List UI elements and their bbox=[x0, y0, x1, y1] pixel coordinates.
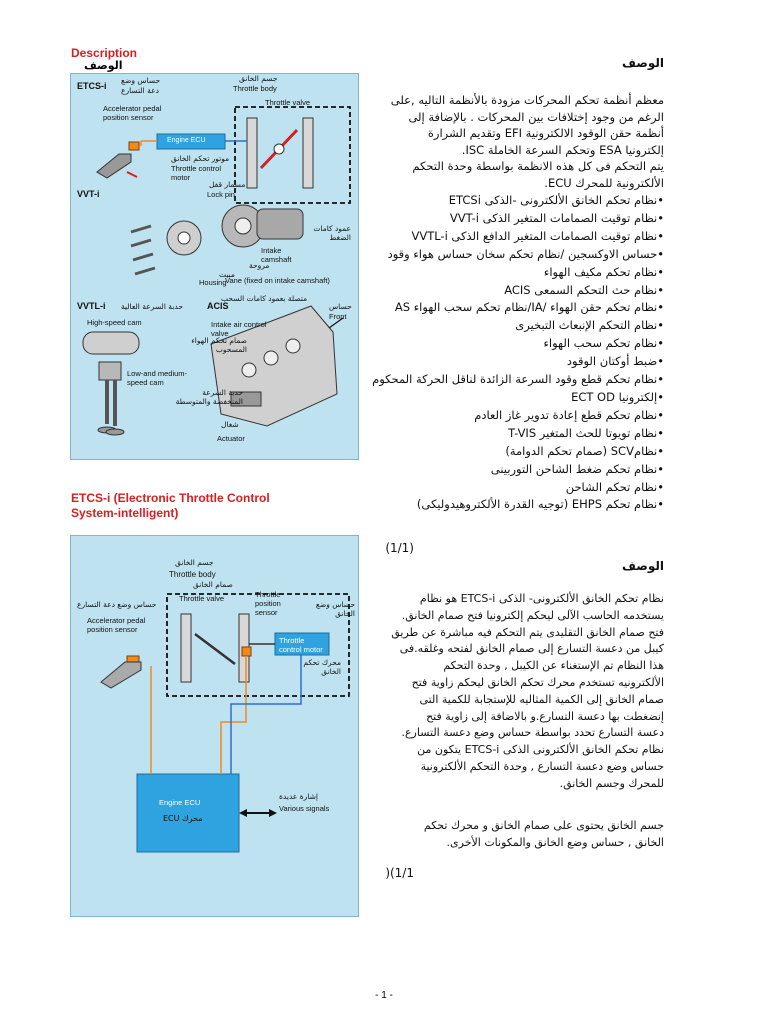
intro-line: الرغم من وجود إختلافات بين المحركات . بالإضافة إلى bbox=[408, 109, 664, 124]
signals-label-ar: إشارة عديدة bbox=[279, 792, 318, 801]
housing-label: Housing bbox=[199, 278, 227, 287]
desc-line: كيبل من دعسة التسارع إلى صمام الخانق لفتحه وغلقه.فى bbox=[399, 642, 664, 656]
front-label-ar: حساس bbox=[329, 302, 352, 311]
list-item: •نظام توقيت الصمامات المتغير الدافع الذكى VVTL-i bbox=[411, 228, 664, 243]
throttle-body-description bbox=[374, 818, 664, 852]
desc-line: نظام تحكم الخانق الألكترونى الذكى ETCS-i يتكون من bbox=[417, 743, 664, 757]
section-heading-2: الوصف bbox=[621, 559, 664, 573]
page-ref-1: (1/1) bbox=[385, 541, 414, 555]
page-number: - 1 - bbox=[375, 990, 393, 1001]
accel-sensor-label-ar-b: حساس وضع دعة التسارع bbox=[77, 600, 157, 609]
desc-line: للمحرك وجسم الخانق. bbox=[559, 776, 664, 790]
systems-list bbox=[324, 192, 664, 514]
list-item: •نظام تحكم ضغط الشاحن التوربينى bbox=[490, 461, 664, 476]
desc2-line: الخانق , حساس وضع الخانق والمكونات الأخرى. bbox=[446, 835, 664, 849]
etcs-title bbox=[71, 491, 270, 521]
throttle-body-label-ar: جسم الخانق bbox=[239, 74, 278, 83]
acis-label: ACIS bbox=[207, 301, 229, 311]
etcs-description bbox=[374, 591, 664, 793]
tps-label-ar: حساس وضع الخانق bbox=[315, 600, 355, 618]
vvtl-i-label: VVTL-i bbox=[77, 301, 106, 311]
list-item: •نظام تحكم مكيف الهواء bbox=[543, 264, 664, 279]
accel-sensor-label: Accelerator pedal position sensor bbox=[103, 104, 162, 122]
list-item: •حساس الاوكسجين /نظام تحكم سخان حساس هواء وقود bbox=[387, 246, 664, 261]
desc-line: حساس وضع دعسة التسارع , وحدة التحكم الألكترونية bbox=[420, 759, 664, 773]
high-cam-label-ar: حدبة السرعة العالية bbox=[121, 302, 183, 311]
etcs-title-line-1: ETCS-i (Electronic Throttle Control bbox=[71, 491, 270, 505]
motor-label-ar: موتور تحكم الخانق bbox=[171, 154, 230, 163]
desc-line: إنضغطت بها دعسة التسارع.و بالاضافة إلى زاوية فتح bbox=[426, 709, 664, 723]
list-item: •نظام توقيت الصمامات المتغير الذكى VVT-i bbox=[449, 210, 664, 225]
list-item: •نظام تحكم الخانق الألكترونى -الذكى ETCSi bbox=[448, 193, 664, 207]
description-diagram-panel bbox=[70, 73, 359, 460]
throttle-body-label-2: Throttle body bbox=[169, 570, 216, 579]
lock-pin-label: Lock pin bbox=[207, 190, 235, 199]
vvt-i-label: VVT-i bbox=[77, 189, 100, 199]
list-item: •نظامSCV (صمام تحكم الدوامة) bbox=[505, 443, 664, 458]
description-title: Description bbox=[71, 46, 138, 60]
intro-line: أنظمة حقن الوقود الالكترونية EFI وتقديم الشرارة bbox=[427, 126, 664, 141]
etcs-diagram-panel bbox=[70, 535, 359, 917]
tps-label: Throttle position sensor bbox=[255, 590, 281, 617]
engine-ecu-label-2: Engine ECU bbox=[159, 798, 201, 807]
lock-pin-label-ar: مسمار قفل bbox=[209, 180, 246, 189]
list-item: •نظام حث التحكم السمعى ACIS bbox=[504, 282, 664, 297]
low-speed-cam-label-ar: حدبة السرعة المنخفضة والمتوسطة bbox=[175, 388, 243, 406]
intake-camshaft-label: Intake camshaft bbox=[261, 246, 292, 264]
intake-air-valve-label-ar: صمام تحكم الهواء المسحوب bbox=[191, 336, 247, 354]
intro-line: يتم التحكم فى كل هذه الانظمة بواسطة وحدة التحكم bbox=[412, 159, 664, 174]
list-item: •نظام التحكم الإنبعاث التبخيرى bbox=[515, 318, 664, 333]
list-item: •إلكترونيا ECT OD bbox=[571, 389, 664, 404]
section-heading-1: الوصف bbox=[621, 56, 664, 70]
accel-sensor-label-ar-1: حساس وضع bbox=[121, 76, 161, 85]
desc-line: فتح صمام الخانق التقليدى يتم التحكم فيه مباشرة عن طريق bbox=[391, 625, 664, 639]
housing-label-ar: مبيت bbox=[219, 270, 235, 279]
etcs-system-diagram bbox=[71, 536, 358, 916]
desc2-line: جسم الخانق يحتوى على صمام الخانق و محرك تحكم bbox=[423, 819, 664, 832]
accel-sensor-label-b: Accelerator pedal position sensor bbox=[87, 616, 146, 634]
intro-line: معظم أنظمة تحكم المحركات مزودة بالأنظمة التاليه ,على bbox=[390, 93, 664, 107]
desc-line: يستخدمه الحاسب الآلى ليحكم إلكترونيا فتح صمام الخانق. bbox=[401, 608, 664, 622]
fan-label-ar: مروحة bbox=[249, 261, 270, 270]
desc-line: صمام الخانق إلى الكمية المثاليه للإستجابة للكمية التى bbox=[419, 692, 664, 706]
desc-line: الألكترونيه تستخدم محرك تحكم الخانق ليحكم زاوية فتح bbox=[411, 675, 664, 689]
actuator-label: Actuator bbox=[217, 434, 245, 443]
list-item: •نظام تحكم سحب الهواء bbox=[543, 336, 664, 351]
throttle-valve-label: Throttle valve bbox=[265, 98, 311, 107]
intro-line: الألكترونية للمحرك ECU. bbox=[544, 175, 664, 190]
list-item: •ضبط أوكتان الوقود bbox=[566, 354, 664, 369]
list-item: •نظام تحكم حقن الهواء /IA/نظام تحكم سحب الهواء AS bbox=[394, 300, 664, 315]
list-item: •نظام تحكم الشاحن bbox=[565, 479, 664, 494]
low-speed-cam-label: Low-and medium-speed cam bbox=[127, 369, 188, 387]
throttle-valve-label-2: Throttle valve bbox=[179, 594, 225, 603]
various-signals-label: Various signals bbox=[279, 804, 330, 813]
actuator-label-ar: شغال bbox=[221, 420, 239, 429]
vane-label-ar: متصلة بعمود كامات السحب bbox=[221, 294, 308, 303]
high-speed-cam-label: High-speed cam bbox=[87, 318, 142, 327]
throttle-body-label-ar-2: جسم الخانق bbox=[175, 558, 214, 567]
motor-label: Throttle control motor bbox=[171, 164, 222, 182]
accel-sensor-label-ar-2: دعة التسارع bbox=[121, 86, 159, 95]
throttle-motor-label: Throttle control motor bbox=[279, 636, 323, 654]
description-title-ar: الوصف bbox=[84, 59, 123, 72]
intro-paragraph bbox=[334, 92, 664, 192]
page-ref-2: )(1/1 bbox=[385, 866, 414, 880]
camshaft-label-ar: عمود كامات الضغط bbox=[313, 224, 351, 242]
etcs-i-label: ETCS-i bbox=[77, 81, 107, 91]
throttle-body-label: Throttle body bbox=[233, 84, 277, 93]
intro-line: إلكترونيا ESA وتحكم السرعة الخاملة ISC. bbox=[461, 142, 664, 157]
front-label: Front bbox=[329, 312, 347, 321]
list-item: •نظام تويوتا للحث المتغير T-VIS bbox=[508, 425, 664, 440]
list-item: •نظام تحكم EHPS (توجيه القدرة الألكتروهيدوليكى) bbox=[416, 497, 664, 512]
vane-label: Vane (fixed on intake camshaft) bbox=[225, 276, 330, 285]
etcs-title-line-2: System-intelligent) bbox=[71, 506, 179, 520]
engine-ecu-label: Engine ECU bbox=[167, 137, 206, 144]
throttle-motor-label-ar: محرك تحكم الخانق bbox=[303, 658, 341, 676]
list-item: •نظام تحكم قطع إعادة تدوير غاز العادم bbox=[474, 407, 664, 422]
intake-air-valve-label: Intake air control valve bbox=[211, 320, 267, 338]
desc-line: نظام تحكم الخانق الألكترونى- الذكى ETCS-i هو نظام bbox=[419, 592, 664, 605]
desc-line: هذا النظام تم الإستغناء عن الكيبل , وحدة التحكم bbox=[443, 659, 664, 673]
desc-line: دعسة التسارع تحدد بواسطة حساس وضع دعسة التسارع. bbox=[401, 726, 664, 740]
list-item: •نظام تحكم قطع وقود السرعة الزائدة لناقل الحركة المحكوم bbox=[372, 372, 664, 387]
throttle-valve-label-ar-2: صمام الخانق bbox=[193, 580, 233, 589]
ecu-label-ar: محرك ECU bbox=[163, 814, 203, 823]
